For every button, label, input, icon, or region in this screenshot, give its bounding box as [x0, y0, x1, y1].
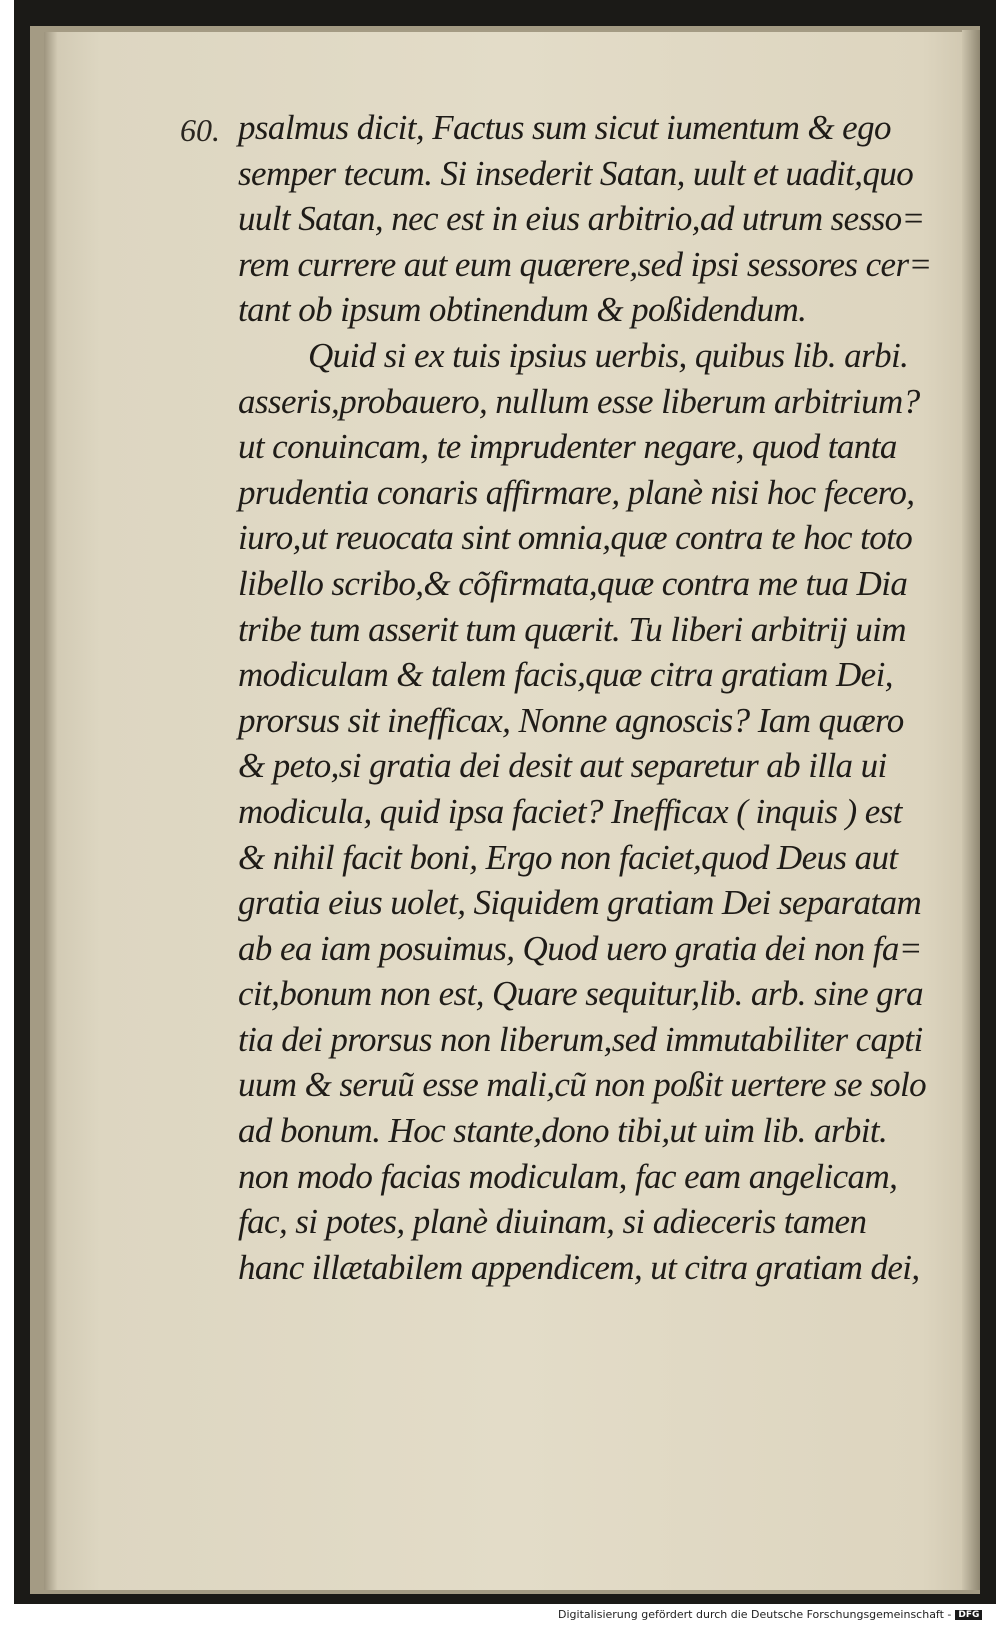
- text-line: prorsus sit inefficax, Nonne agnoscis? Iam quæro: [238, 700, 904, 740]
- text-line: psalmus dicit, Factus sum sicut iumentum & ego: [238, 108, 891, 147]
- latin-text-block: [238, 105, 932, 1290]
- text-line: asseris,probauero, nullum esse liberum arbitrium?: [238, 381, 920, 421]
- text-line: gratia eius uolet, Siquidem gratiam Dei separatam: [238, 883, 922, 923]
- text-line: rem currere aut eum quærere,sed ipsi sessores cer=: [238, 244, 932, 284]
- credit-text: Digitalisierung gefördert durch die Deutsche Forschungsgemeinschaft -: [558, 1608, 952, 1621]
- text-line: uult Satan, nec est in eius arbitrio,ad utrum sesso=: [238, 199, 925, 239]
- text-line: cit,bonum non est, Quare sequitur,lib. arb. sine gra: [238, 974, 923, 1014]
- text-line: hanc illætabilem appendicem, ut citra gratiam dei,: [238, 1247, 920, 1287]
- text-line: tia dei prorsus non liberum,sed immutabiliter capti: [238, 1019, 923, 1059]
- text-line: modicula, quid ipsa faciet? Inefficax ( inquis ) est: [238, 791, 902, 831]
- text-line: fac, si potes, planè diuinam, si adieceris tamen: [238, 1202, 867, 1242]
- text-line: libello scribo,& cõfirmata,quæ contra me tua Dia: [238, 563, 908, 603]
- text-line: semper tecum. Si insederit Satan, uult et uadit,quo: [238, 153, 914, 193]
- digitization-credit: [558, 1608, 982, 1621]
- text-line: uum & seruũ esse mali,cũ non poßit uertere se solo: [238, 1065, 927, 1105]
- dfg-logo: DFG: [955, 1610, 982, 1620]
- page-gutter: [44, 32, 58, 1590]
- text-line: ab ea iam posuimus, Quod uero gratia dei non fa=: [238, 928, 922, 968]
- text-line: iuro,ut reuocata sint omnia,quæ contra te hoc toto: [238, 518, 913, 558]
- text-line: modiculam & talem facis,quæ citra gratiam Dei,: [238, 655, 893, 695]
- text-line: prudentia conaris affirmare, planè nisi hoc fecero,: [238, 472, 915, 512]
- text-line: non modo facias modiculam, fac eam angelicam,: [238, 1156, 898, 1196]
- text-line: ad bonum. Hoc stante,dono tibi,ut uim lib. arbit.: [238, 1111, 888, 1151]
- text-line: & nihil facit boni, Ergo non faciet,quod Deus aut: [238, 837, 898, 877]
- page-right-edge: [962, 30, 980, 1590]
- text-line: tribe tum asserit tum quærit. Tu liberi arbitrij uim: [238, 609, 906, 649]
- text-line: ut conuincam, te imprudenter negare, quod tanta: [238, 427, 897, 467]
- text-line: tant ob ipsum obtinendum & poßidendum.: [238, 290, 807, 330]
- page-number: 60.: [180, 112, 220, 148]
- text-line: & peto,si gratia dei desit aut separetur ab illa ui: [238, 746, 887, 786]
- paragraph-start-line: Quid si ex tuis ipsius uerbis, quibus lib. arbi.: [308, 335, 909, 375]
